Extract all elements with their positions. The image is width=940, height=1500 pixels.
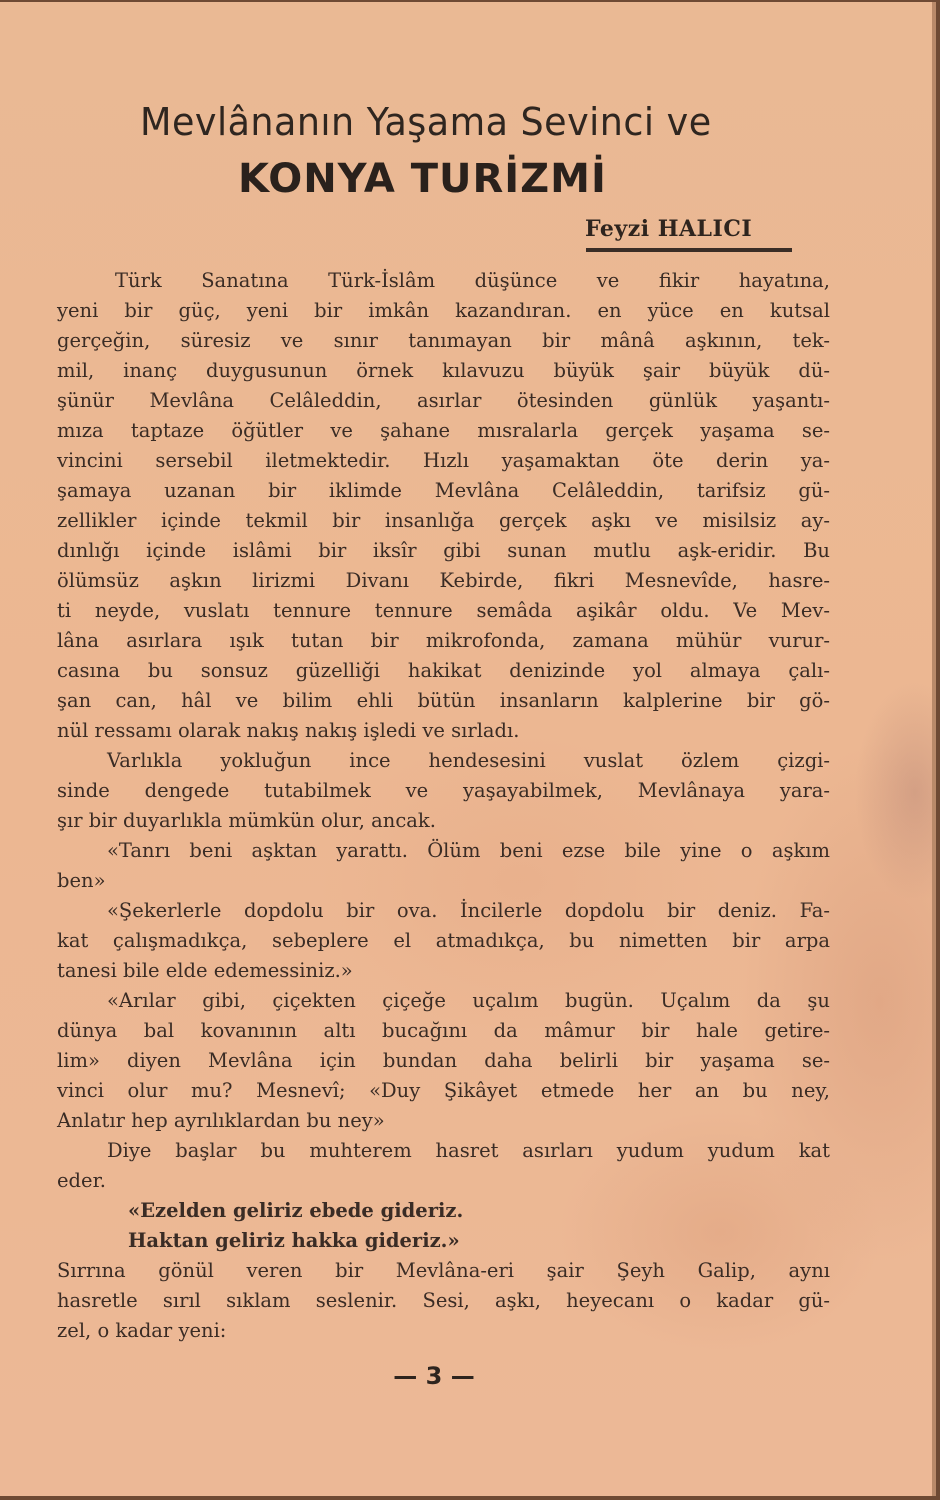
page-number: — 3 — [393, 1362, 475, 1390]
document-page [0, 2, 936, 1496]
text-line: vincini sersebil iletmektedir. Hızlı yaşamaktan öte derin ya- [57, 449, 830, 472]
text-line: zel, o kadar yeni: [57, 1319, 227, 1342]
article-body [57, 266, 830, 1346]
article-title-line-1: Mevlânanın Yaşama Sevinci ve [140, 100, 712, 144]
text-line: tanesi bile elde edemessiniz.» [57, 959, 353, 982]
text-line: ölümsüz aşkın lirizmi Divanı Kebirde, fikri Mesnevîde, hasre- [57, 569, 830, 592]
text-line: hasretle sırıl sıklam seslenir. Sesi, aşkı, heyecanı o kadar gü- [57, 1289, 830, 1312]
text-line: gerçeğin, süresiz ve sınır tanımayan bir mânâ aşkının, tek- [57, 329, 830, 352]
text-line: «Şekerlerle dopdolu bir ova. İncilerle dopdolu bir deniz. Fa- [107, 899, 830, 922]
text-line: Türk Sanatına Türk-İslâm düşünce ve fikir hayatına, [115, 269, 830, 292]
text-line: ti neyde, vuslatı tennure tennure semâda aşikâr oldu. Ve Mev- [57, 599, 830, 622]
text-line: zellikler içinde tekmil bir insanlığa gerçek aşkı ve misilsiz ay- [57, 509, 830, 532]
text-line: lâna asırlara ışık tutan bir mikrofonda, zamana mühür vurur- [57, 629, 830, 652]
text-line: dınlığı içinde islâmi bir iksîr gibi sunan mutlu aşk-eridir. Bu [57, 539, 830, 562]
text-line: eder. [57, 1169, 106, 1192]
verse-line: «Ezelden geliriz ebede gideriz. [128, 1199, 464, 1222]
text-line: ben» [57, 869, 106, 892]
text-line: Anlatır hep ayrılıklardan bu ney» [57, 1109, 385, 1132]
text-line: Sırrına gönül veren bir Mevlâna-eri şair Şeyh Galip, aynı [57, 1259, 830, 1282]
text-line: nül ressamı olarak nakış nakış işledi ve sırladı. [57, 719, 520, 742]
text-line: dünya bal kovanının altı bucağını da mâmur bir hale getire- [57, 1019, 830, 1042]
author-name: Feyzi HALICI [585, 216, 753, 242]
text-line: lim» diyen Mevlâna için bundan daha belirli bir yaşama se- [57, 1049, 830, 1072]
text-line: kat çalışmadıkça, sebeplere el atmadıkça, bu nimetten bir arpa [57, 929, 830, 952]
text-line: mil, inanç duygusunun örnek kılavuzu büyük şair büyük dü- [57, 359, 830, 382]
text-line: şamaya uzanan bir iklimde Mevlâna Celâleddin, tarifsiz gü- [57, 479, 830, 502]
text-line: «Arılar gibi, çiçekten çiçeğe uçalım bugün. Uçalım da şu [107, 989, 830, 1012]
text-line: «Tanrı beni aşktan yarattı. Ölüm beni ezse bile yine o aşkım [107, 839, 830, 862]
text-line: sinde dengede tutabilmek ve yaşayabilmek, Mevlânaya yara- [57, 779, 830, 802]
text-line: şır bir duyarlıkla mümkün olur, ancak. [57, 809, 436, 832]
author-underline [586, 248, 792, 252]
text-line: Diye başlar bu muhterem hasret asırları yudum yudum kat [107, 1139, 830, 1162]
verse-line: Haktan geliriz hakka gideriz.» [128, 1229, 460, 1252]
text-line: şünür Mevlâna Celâleddin, asırlar ötesinden günlük yaşantı- [57, 389, 830, 412]
text-line: şan can, hâl ve bilim ehli bütün insanların kalplerine bir gö- [57, 689, 830, 712]
text-line: Varlıkla yokluğun ince hendesesini vuslat özlem çizgi- [107, 749, 830, 772]
article-title-line-2: KONYA TURİZMİ [238, 156, 607, 202]
text-line: vinci olur mu? Mesnevî; «Duy Şikâyet etmede her an bu ney, [57, 1079, 830, 1102]
text-line: mıza taptaze öğütler ve şahane mısralarla gerçek yaşama se- [57, 419, 830, 442]
text-line: yeni bir güç, yeni bir imkân kazandıran. en yüce en kutsal [57, 299, 830, 322]
text-line: casına bu sonsuz güzelliği hakikat denizinde yol almaya çalı- [57, 659, 830, 682]
